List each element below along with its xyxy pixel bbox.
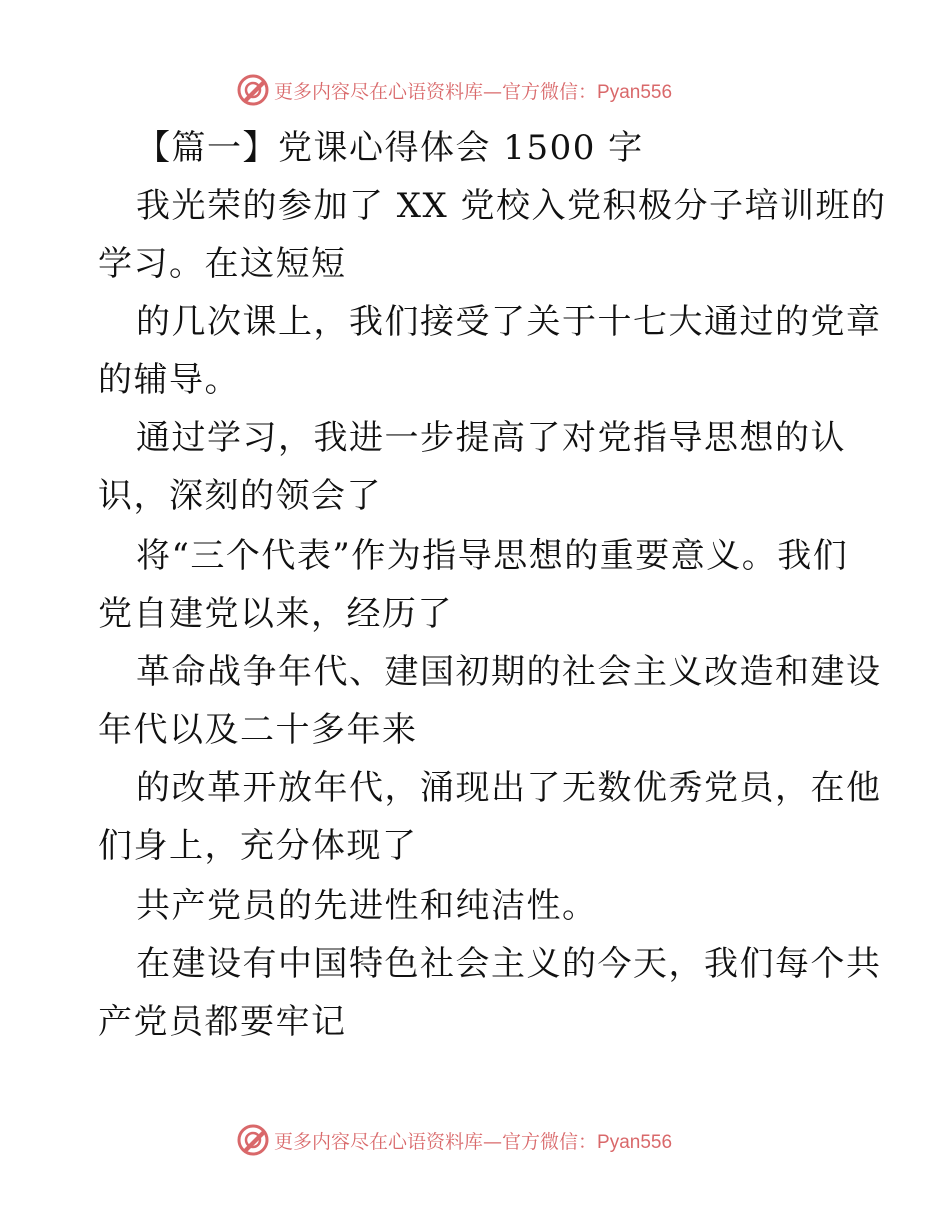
paragraph-line: 们身上，充分体现了 bbox=[98, 826, 418, 866]
paragraph-line: 的改革开放年代，涌现出了无数优秀党员，在他 bbox=[136, 768, 882, 808]
header-watermark bbox=[236, 72, 756, 108]
paragraph-line: 在建设有中国特色社会主义的今天，我们每个共 bbox=[136, 944, 882, 984]
paragraph-line: 的辅导。 bbox=[98, 360, 240, 400]
paragraph-line: 学习。在这短短 bbox=[98, 244, 347, 284]
paragraph-line: 共产党员的先进性和纯洁性。 bbox=[136, 886, 598, 926]
watermark-text: 更多内容尽在心语资料库—官方微信：Pyan556 bbox=[274, 80, 673, 103]
paragraph-line: 的几次课上，我们接受了关于十七大通过的党章 bbox=[136, 302, 882, 342]
document-title: 【篇一】党课心得体会 1500 字 bbox=[136, 128, 644, 168]
paragraph-line: 将“三个代表”作为指导思想的重要意义。我们 bbox=[136, 536, 849, 576]
paragraph-line: 产党员都要牢记 bbox=[98, 1002, 347, 1042]
paragraph-line: 年代以及二十多年来 bbox=[98, 710, 418, 750]
footer-watermark bbox=[236, 1122, 756, 1158]
paragraph-line: 党自建党以来，经历了 bbox=[98, 594, 453, 634]
paragraph-line: 革命战争年代、建国初期的社会主义改造和建设 bbox=[136, 652, 882, 692]
watermark-text: 更多内容尽在心语资料库—官方微信：Pyan556 bbox=[274, 1130, 673, 1153]
logo-icon bbox=[236, 1123, 270, 1157]
logo-icon bbox=[236, 73, 270, 107]
paragraph-line: 我光荣的参加了 XX 党校入党积极分子培训班的 bbox=[136, 186, 887, 226]
paragraph-line: 通过学习，我进一步提高了对党指导思想的认 bbox=[136, 418, 846, 458]
paragraph-line: 识，深刻的领会了 bbox=[98, 476, 382, 516]
